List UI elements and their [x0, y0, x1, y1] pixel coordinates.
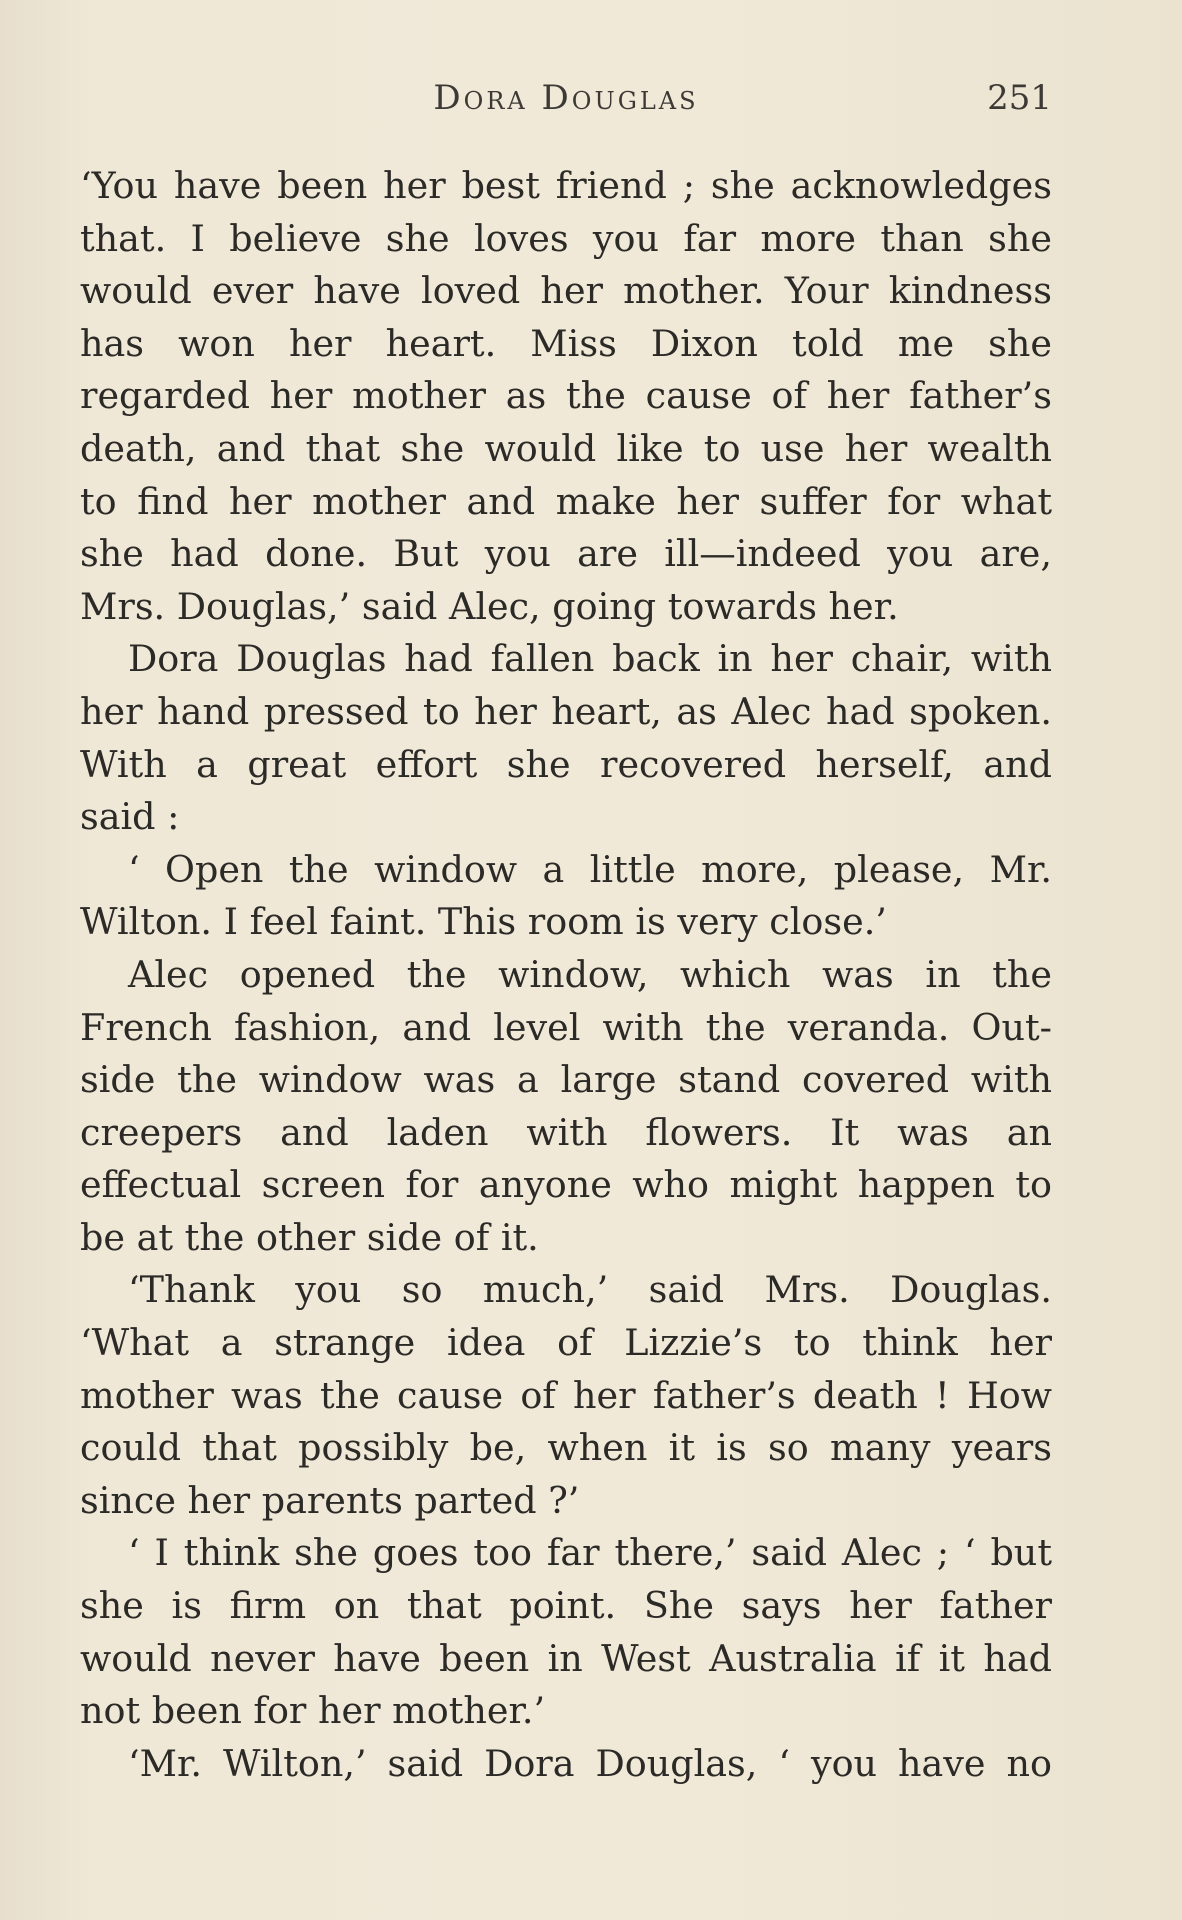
text-line: that. I believe she loves you far more than she [80, 216, 1052, 260]
text-line: Mrs. Douglas,’ said Alec, going towards her. [80, 584, 899, 628]
text-line: to find her mother and make her suffer for what [80, 479, 1052, 523]
running-title: Dora Douglas [433, 78, 699, 118]
body-text [80, 160, 1052, 1790]
text-line: Wilton. I feel faint. This room is very close.’ [80, 900, 887, 944]
text-line: she is firm on that point. She says her father [80, 1584, 1052, 1628]
text-line: side the window was a large stand covered with [80, 1058, 1052, 1102]
text-line: since her parents parted ?’ [80, 1478, 580, 1522]
text-line: ‘Thank you so much,’ said Mrs. Douglas. [128, 1268, 1052, 1312]
text-line: ‘ I think she goes too far there,’ said Alec ; ‘ but [128, 1531, 1052, 1575]
text-line: not been for her mother.’ [80, 1689, 546, 1733]
text-line: would never have been in West Australia if it had [80, 1636, 1052, 1680]
text-line: French fashion, and level with the veranda. Out- [80, 1005, 1052, 1049]
text-line: has won her heart. Miss Dixon told me she [80, 321, 1052, 365]
text-line: would ever have loved her mother. Your kindness [80, 269, 1052, 313]
text-line: regarded her mother as the cause of her father’s [80, 374, 1052, 418]
text-line: she had done. But you are ill—indeed you are, [80, 532, 1052, 576]
text-line: Alec opened the window, which was in the [128, 952, 1052, 996]
page-number: 251 [987, 78, 1052, 118]
text-line: ‘ Open the window a little more, please, Mr. [128, 847, 1052, 891]
text-line: death, and that she would like to use her wealth [80, 426, 1052, 470]
text-line: her hand pressed to her heart, as Alec had spoken. [80, 689, 1052, 733]
text-line: ‘Mr. Wilton,’ said Dora Douglas, ‘ you have no [128, 1741, 1052, 1785]
text-line: effectual screen for anyone who might happen to [80, 1163, 1052, 1207]
text-line: could that possibly be, when it is so many years [80, 1426, 1052, 1470]
text-line: ‘What a strange idea of Lizzie’s to think her [80, 1321, 1052, 1365]
text-line: creepers and laden with flowers. It was an [80, 1110, 1052, 1154]
text-line: With a great effort she recovered herself, and [80, 742, 1052, 786]
text-line: said : [80, 795, 180, 839]
text-line: ‘You have been her best friend ; she acknowledges [80, 164, 1052, 207]
page-header [80, 74, 1052, 124]
text-line: be at the other side of it. [80, 1215, 539, 1259]
text-line: mother was the cause of her father’s death ! How [80, 1373, 1052, 1417]
text-line: Dora Douglas had fallen back in her chair, with [128, 637, 1052, 681]
